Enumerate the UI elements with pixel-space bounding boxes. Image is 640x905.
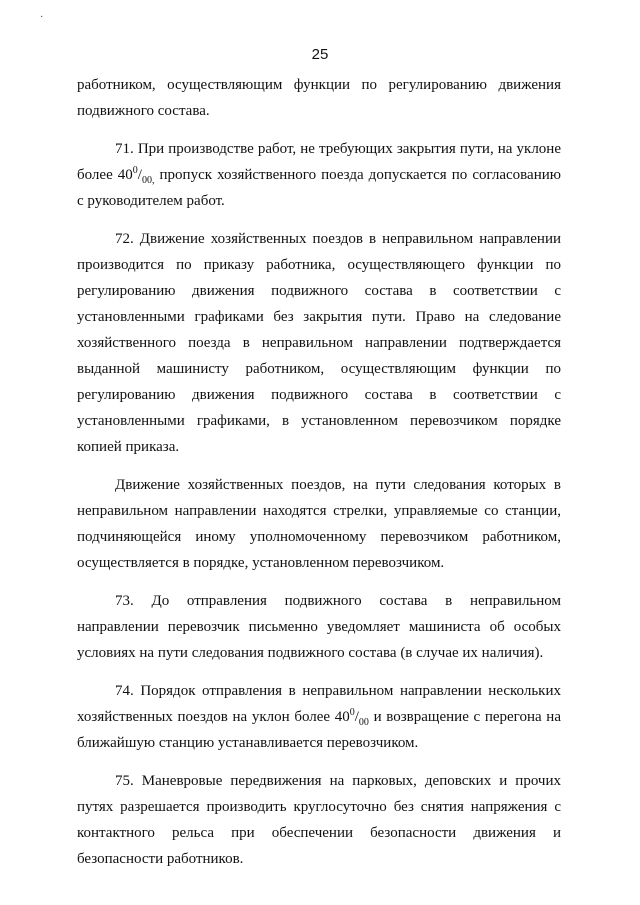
paragraph-74-part2: и возвращение с перегона на ближайшую станцию устанавливается перевозчиком. (77, 709, 561, 751)
paragraph-72: 72. Движение хозяйственных поездов в неправильном направлении производится по приказу работника, осуществляющего функции по регулированию движения подвижного состава в соответствии с установленными графиками без закрытия пути. Право на следование хозяйственного поезда в неправильном направлении подтверждается выданной машинисту работником, осуществляющим функции по регулированию движения подвижного состава в соответствии с установленными графиками, в установленном перевозчиком порядке копией приказа. (77, 231, 561, 455)
paragraph-74-sub: 00 (358, 717, 369, 728)
paragraph-74-slash: / (354, 709, 359, 725)
paragraph-75: 75. Маневровые передвижения на парковых, деповских и прочих путях разрешается производить круглосуточно без снятия напряжения с контактного рельса при обеспечении безопасности движения и безопасности работников. (77, 773, 561, 867)
document-body (77, 72, 561, 884)
paragraph-71 (77, 136, 561, 214)
paragraph-72-second: Движение хозяйственных поездов, на пути следования которых в неправильном направлении находятся стрелки, управляемые со станции, подчиняющейся иному уполномоченному перевозчиком работником, осуществляется в порядке, установленном перевозчиком. (77, 477, 561, 571)
paragraph-71-part2: пропуск хозяйственного поезда допускается по согласованию с руководителем работ. (77, 167, 561, 209)
paragraph-74-part1: 74. Порядок отправления в неправильном направлении нескольких хозяйственных поездов на уклон более 40 (77, 683, 561, 725)
page-number: 25 (311, 46, 329, 63)
paragraph-71-slash: / (137, 167, 142, 183)
paragraph-71-sup: 0 (132, 165, 138, 176)
paragraph-71-sub: 00, (141, 175, 155, 186)
paragraph-74-sup: 0 (349, 707, 355, 718)
scan-edge-mark: · (40, 12, 44, 23)
paragraph-continuation: работником, осуществляющим функции по регулированию движения подвижного состава. (77, 77, 561, 119)
paragraph-74 (77, 678, 561, 756)
paragraph-73: 73. До отправления подвижного состава в неправильном направлении перевозчик письменно уведомляет машиниста об особых условиях на пути следования подвижного состава (в случае их наличия). (77, 593, 561, 661)
paragraph-71-part1: 71. При производстве работ, не требующих закрытия пути, на уклоне более 40 (77, 141, 561, 183)
